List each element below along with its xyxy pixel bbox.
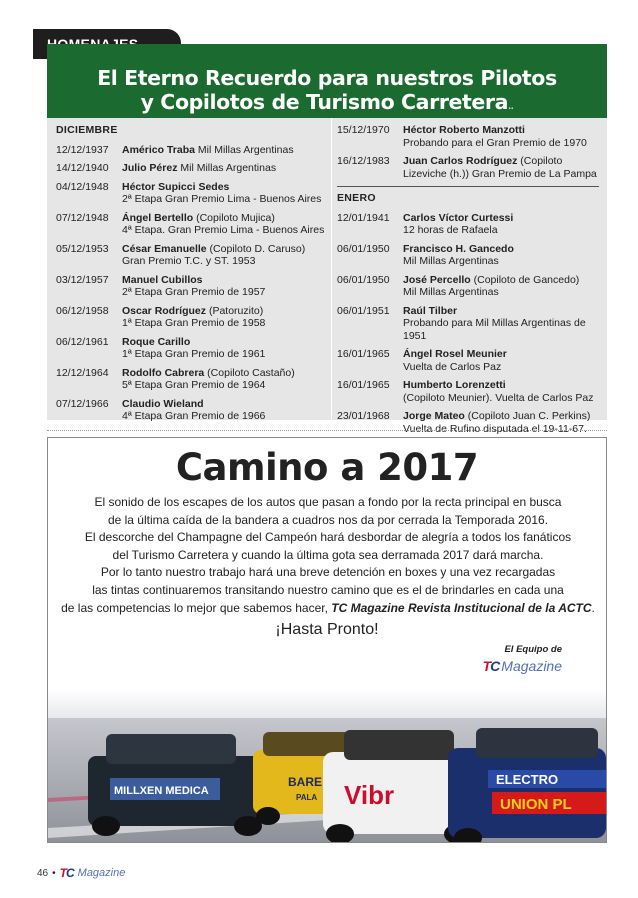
- row-detail: (Copiloto Castaño): [204, 366, 295, 379]
- row-date: 06/12/1958: [56, 304, 109, 317]
- row-name: César Emanuelle: [122, 242, 207, 255]
- tc-magazine-logo: [483, 658, 562, 674]
- month-heading: DICIEMBRE: [56, 124, 118, 136]
- left-column: [56, 124, 328, 429]
- month-heading: ENERO: [337, 192, 376, 204]
- row-description: [122, 144, 328, 157]
- row-name: Claudio Wieland: [122, 397, 204, 410]
- table-row: [56, 398, 328, 423]
- row-date: 07/12/1948: [56, 211, 109, 224]
- row-date: 15/12/1970: [337, 124, 390, 136]
- title-line-2: y Copilotos de Turismo Carretera: [140, 90, 509, 114]
- table-row: [337, 274, 599, 299]
- table-row: [337, 243, 599, 268]
- row-description: [403, 274, 599, 299]
- promo-box: [47, 437, 607, 843]
- right-rows-january: [337, 212, 599, 436]
- footer-magazine: Magazine: [77, 867, 126, 879]
- row-description: [403, 124, 599, 149]
- body-line: las tintas continuaremos transitando nuestro camino que es el de brindarles en cada una: [92, 582, 564, 597]
- row-name: Raúl Tilber: [403, 304, 458, 317]
- body-line: del Turismo Carretera y cuando la última gota sea derramada 2017 dará marcha.: [112, 547, 544, 562]
- row-description: [403, 305, 599, 343]
- row-date: 06/01/1951: [337, 304, 390, 317]
- brand-name: TC Magazine: [331, 600, 405, 615]
- row-date: 06/01/1950: [337, 273, 390, 286]
- race-cars-photo: [48, 678, 606, 843]
- body-line: El sonido de los escapes de los autos que pasan a fondo por la recta principal en busca: [94, 495, 562, 509]
- row-date: 16/01/1965: [337, 348, 390, 360]
- row-event: 1ª Etapa Gran Premio de 1958: [122, 317, 266, 329]
- page-title: [47, 66, 607, 119]
- row-detail: (Copiloto Mujica): [193, 211, 275, 224]
- body-line-suffix: .: [591, 600, 595, 615]
- row-date: 04/12/1948: [56, 180, 109, 193]
- right-column: [337, 124, 599, 441]
- row-name: Oscar Rodríguez: [122, 304, 207, 317]
- row-date: 14/12/1940: [56, 162, 109, 174]
- row-event: 2ª Etapa Gran Premio Lima - Buenos Aires: [122, 193, 322, 205]
- row-description: [403, 348, 599, 373]
- left-rows: [56, 144, 328, 423]
- body-line: de la última caída de la bandera a cuadros nos da por cerrada la Temporada 2016.: [107, 512, 549, 527]
- row-name: José Percello: [403, 273, 471, 286]
- tc-logo-icon: TC: [59, 866, 74, 880]
- row-event: Probando para Mil Millas Argentinas de 1951: [403, 317, 586, 342]
- row-name: Humberto Lorenzetti: [403, 379, 506, 391]
- car-sponsor: ELECTRO: [496, 772, 559, 787]
- row-detail: (Copiloto: [517, 155, 563, 167]
- row-date: 12/01/1941: [337, 211, 390, 224]
- row-name: Carlos Víctor Curtessi: [403, 211, 514, 224]
- signature: [483, 644, 562, 674]
- title-band: [47, 44, 607, 118]
- car-sponsor: PALA: [296, 793, 318, 802]
- table-row: [337, 348, 599, 373]
- closing-text: ¡Hasta Pronto!: [275, 621, 379, 638]
- row-date: 03/12/1957: [56, 273, 109, 286]
- row-date: 06/12/1961: [56, 335, 109, 348]
- row-detail: (Patoruzito): [206, 304, 264, 317]
- row-description: [122, 305, 328, 330]
- row-description: [403, 212, 599, 237]
- row-detail: Mil Millas Argentinas: [194, 143, 294, 156]
- row-event: (Copiloto Meunier). Vuelta de Carlos Paz: [403, 391, 594, 404]
- row-description: [122, 162, 328, 175]
- table-row: [337, 379, 599, 404]
- column-divider: [331, 118, 332, 420]
- row-name: Roque Carillo: [122, 335, 191, 348]
- body-line: Por lo tanto nuestro trabajo hará una breve detención en boxes y una vez recargadas: [100, 565, 556, 580]
- signature-by: El Equipo de: [504, 644, 562, 655]
- race-car: [88, 734, 262, 836]
- row-name: Ángel Rosel Meunier: [403, 348, 507, 360]
- table-row: [56, 181, 328, 206]
- row-name: Jorge Mateo: [403, 410, 465, 422]
- row-description: [122, 212, 328, 237]
- table-row: [56, 162, 328, 175]
- row-description: [122, 398, 328, 423]
- row-description: [403, 155, 599, 180]
- row-event: 12 horas de Rafaela: [403, 224, 498, 236]
- row-date: 07/12/1966: [56, 397, 109, 410]
- row-name: Américo Traba: [122, 143, 195, 156]
- divider: [47, 430, 607, 431]
- table-row: [337, 212, 599, 237]
- row-date: 16/12/1983: [337, 155, 390, 167]
- row-event: 4ª Etapa. Gran Premio Lima - Buenos Aires: [122, 224, 325, 236]
- table-row: [337, 305, 599, 343]
- body-line: [58, 600, 598, 618]
- row-name: Héctor Supicci Sedes: [122, 180, 230, 193]
- row-name: Rodolfo Cabrera: [122, 366, 205, 379]
- table-row: [56, 274, 328, 299]
- row-description: [122, 336, 328, 361]
- row-detail: (Copiloto D. Caruso): [206, 242, 306, 255]
- row-event: Mil Millas Argentinas: [403, 255, 499, 267]
- car-sponsor: Vibr: [344, 780, 395, 810]
- row-description: [122, 181, 328, 206]
- table-row: [56, 336, 328, 361]
- title-line-1: El Eterno Recuerdo para nuestros Pilotos: [97, 66, 557, 90]
- row-name: Juan Carlos Rodríguez: [403, 155, 518, 167]
- table-row: [337, 155, 599, 180]
- page-number: 46: [37, 867, 49, 879]
- right-rows-december: [337, 124, 599, 180]
- table-row: [337, 410, 599, 435]
- table-row: [56, 144, 328, 157]
- table-row: [56, 367, 328, 392]
- row-event: 1ª Etapa Gran Premio de 1961: [122, 348, 266, 360]
- promo-body: [58, 494, 598, 617]
- row-event: Lizeviche (h.)) Gran Premio de La Pampa: [403, 167, 597, 180]
- row-event: Probando para el Gran Premio de 1970: [403, 136, 587, 149]
- row-event: Vuelta de Carlos Paz: [403, 360, 502, 373]
- body-line-prefix: de las competencias lo mejor que sabemos hacer,: [61, 600, 332, 615]
- row-date: 06/01/1950: [337, 242, 390, 255]
- row-description: [122, 243, 328, 268]
- row-date: 16/01/1965: [337, 379, 390, 391]
- row-description: [122, 274, 328, 299]
- footer-bullet: •: [52, 867, 56, 879]
- row-event: 2ª Etapa Gran Premio de 1957: [122, 286, 266, 298]
- car-sponsor: BARE: [288, 775, 323, 789]
- table-row: [56, 212, 328, 237]
- car-sponsor: UNION PL: [500, 796, 572, 813]
- table-row: [56, 243, 328, 268]
- car-sponsor: MILLXEN MEDICA: [114, 785, 209, 797]
- promo-title: Camino a 2017: [175, 446, 479, 489]
- row-detail: Mil Millas Argentinas: [177, 162, 277, 174]
- row-description: [122, 367, 328, 392]
- org-name: Revista Institucional de la ACTC: [404, 600, 592, 615]
- row-name: Héctor Roberto Manzotti: [403, 124, 525, 136]
- page-footer: [37, 866, 125, 880]
- row-description: [403, 243, 599, 268]
- title-suffix: ..: [508, 102, 514, 111]
- row-date: 05/12/1953: [56, 242, 109, 255]
- row-name: Julio Pérez: [122, 162, 178, 174]
- tc-logo-icon: TC: [482, 658, 500, 674]
- row-event: Gran Premio T.C. y ST. 1953: [122, 255, 256, 267]
- table-row: [56, 305, 328, 330]
- logo-word: Magazine: [501, 658, 562, 674]
- row-event: 4ª Etapa Gran Premio de 1966: [122, 410, 266, 422]
- table-row: [337, 124, 599, 149]
- memorial-table: [47, 118, 607, 435]
- row-date: 12/12/1937: [56, 143, 109, 156]
- row-name: Ángel Bertello: [122, 211, 194, 224]
- row-event: Mil Millas Argentinas: [403, 286, 499, 298]
- row-detail: (Copiloto Juan C. Perkins): [464, 410, 591, 422]
- row-date: 12/12/1964: [56, 366, 109, 379]
- row-name: Francisco H. Gancedo: [403, 242, 514, 255]
- body-line: El descorche del Champagne del Campeón hará desbordar de alegría a todos los fanáticos: [84, 530, 572, 545]
- row-event: 5ª Etapa Gran Premio de 1964: [122, 379, 266, 391]
- row-description: [403, 379, 599, 404]
- row-detail: (Copiloto de Gancedo): [470, 273, 580, 286]
- row-date: 23/01/1968: [337, 410, 390, 422]
- row-name: Manuel Cubillos: [122, 273, 203, 286]
- row-event: Vuelta de Rufino disputada el 19-11-67.: [403, 422, 587, 435]
- divider-line: [337, 186, 599, 187]
- row-description: [403, 410, 599, 435]
